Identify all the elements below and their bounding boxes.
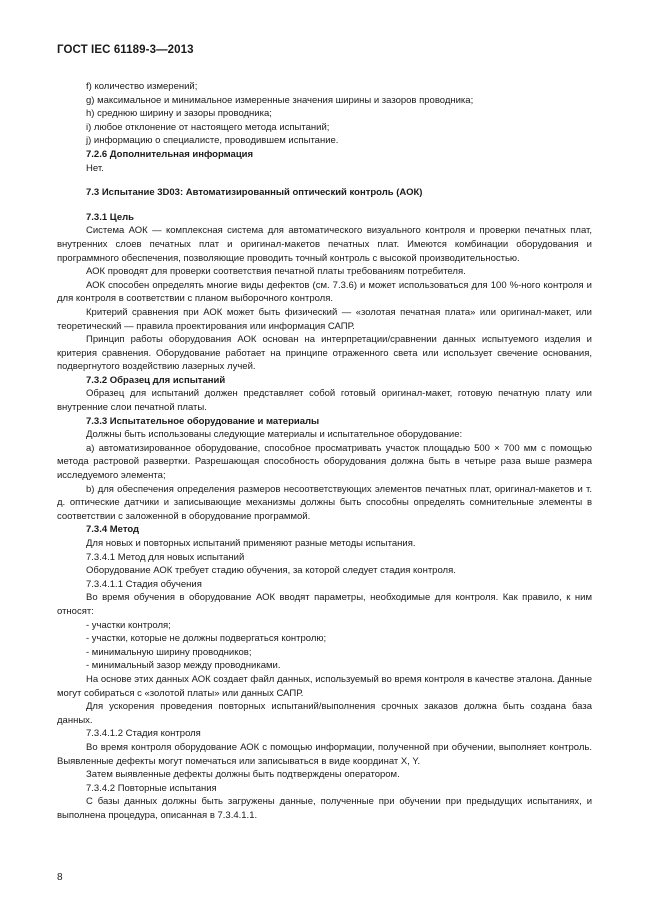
section-heading: 7.3.4 Метод [86, 524, 140, 536]
paragraph: Должны быть использованы следующие материалы и испытательное оборудование: [86, 429, 463, 441]
section-heading: 7.3.3 Испытательное оборудование и материалы [86, 415, 320, 427]
paragraph: - участки, которые не должны подвергаться контролю; [86, 633, 327, 645]
paragraph: Критерий сравнения при АОК может быть физический — «золотая печатная плата» или оригинал-макет, или теоретический — правила проектирования или информация САПР. [57, 306, 592, 332]
section-heading: 7.3.2 Образец для испытаний [86, 374, 226, 386]
paragraph: 7.3.4.1.2 Стадия контроля [86, 728, 201, 740]
paragraph: Во время контроля оборудование АОК с помощью информации, полученной при обучении, выполняет контроль. Выявленные дефекты могут помечаться или записываться в виде координат X, Y. [57, 741, 592, 767]
paragraph: Затем выявленные дефекты должны быть подтверждены оператором. [86, 769, 400, 781]
paragraph-gap [57, 175, 592, 186]
paragraph: - минимальный зазор между проводниками. [86, 660, 281, 672]
paragraph: 7.3.4.2 Повторные испытания [86, 782, 217, 794]
paragraph: f) количество измерений; [86, 81, 198, 92]
paragraph: Принцип работы оборудования АОК основан на интерпретации/сравнении данных испытуемого изделия и критерия сравнения. Оборудование работает на принципе отраженного света или использует свечение основания, подвергнутого воздействию лазерных лучей. [57, 334, 592, 373]
paragraph: i) любое отклонение от настоящего метода испытаний; [86, 121, 330, 133]
paragraph: АОК способен определять многие виды дефектов (см. 7.3.6) и может использоваться для 100 %-ного контроля и для контроля в соответствии с планом выборочного контроля. [57, 279, 592, 305]
paragraph: Образец для испытаний должен представляет собой готовый оригинал-макет, готовую печатную плату или внутренние слои печатной платы. [57, 388, 592, 414]
paragraph: h) среднюю ширину и зазоры проводника; [86, 108, 272, 120]
paragraph: - участки контроля; [86, 619, 171, 631]
paragraph: g) максимальное и минимальное измеренные значения ширины и зазоров проводника; [86, 94, 474, 106]
paragraph: Во время обучения в оборудование АОК вводят параметры, необходимые для контроля. Как правило, к ним относят: [57, 592, 592, 617]
page-number: 8 [57, 872, 63, 883]
paragraph: Для новых и повторных испытаний применяют разные методы испытания. [86, 538, 416, 549]
paragraph: С базы данных должны быть загружены данные, полученные при обучении при предыдущих испытаниях, и выполнена процедура, описанная в 7.3.4.1.1. [57, 796, 592, 821]
section-heading: 7.2.6 Дополнительная информация [86, 148, 254, 160]
paragraph: - минимальную ширину проводников; [86, 646, 252, 658]
paragraph: a) автоматизированное оборудование, способное просматривать участок площадью 500 × 700 мм с помощью метода растровой развертки. Разрешающая способность оборудования должна быть в четыре раза выше размера исследуемого элемента; [57, 442, 592, 482]
paragraph: 7.3.4.1 Метод для новых испытаний [86, 551, 245, 563]
document-body [57, 80, 592, 822]
paragraph: j) информацию о специалисте, проводившем испытание. [86, 135, 339, 147]
paragraph: Оборудование АОК требует стадию обучения, за которой следует стадия контроля. [86, 565, 456, 577]
section-heading: 7.3 Испытание 3D03: Автоматизированный оптический контроль (АОК) [86, 187, 423, 199]
paragraph: b) для обеспечения определения размеров несоответствующих элементов печатных плат, оригинал-макетов и т. д. оптические датчики и записывающие механизмы должны быть способны определять сомнительные элементы в соответствии с заложенной в оборудование программой. [57, 483, 592, 522]
document-header: ГОСТ IEC 61189-3—2013 [57, 44, 194, 56]
paragraph: На основе этих данных АОК создает файл данных, используемый во время контроля в качестве эталона. Данные могут собираться с «золотой платы» или данных САПР. [57, 673, 592, 699]
paragraph: 7.3.4.1.1 Стадия обучения [86, 578, 202, 590]
paragraph: Система АОК — комплексная система для автоматического визуального контроля и проверки печатных плат, внутренних слоев печатных плат и оригинал-макетов печатных плат. Имеются комбинации оборудования и программного обеспечения, позволяющие проводить точный контроль с высокой производительностью. [57, 225, 592, 264]
paragraph: Нет. [86, 162, 104, 174]
paragraph-gap [57, 200, 592, 211]
paragraph: АОК проводят для проверки соответствия печатной платы требованиям потребителя. [86, 266, 466, 278]
paragraph: Для ускорения проведения повторных испытаний/выполнения срочных заказов должна быть создана база данных. [57, 701, 592, 726]
section-heading: 7.3.1 Цель [86, 211, 134, 223]
